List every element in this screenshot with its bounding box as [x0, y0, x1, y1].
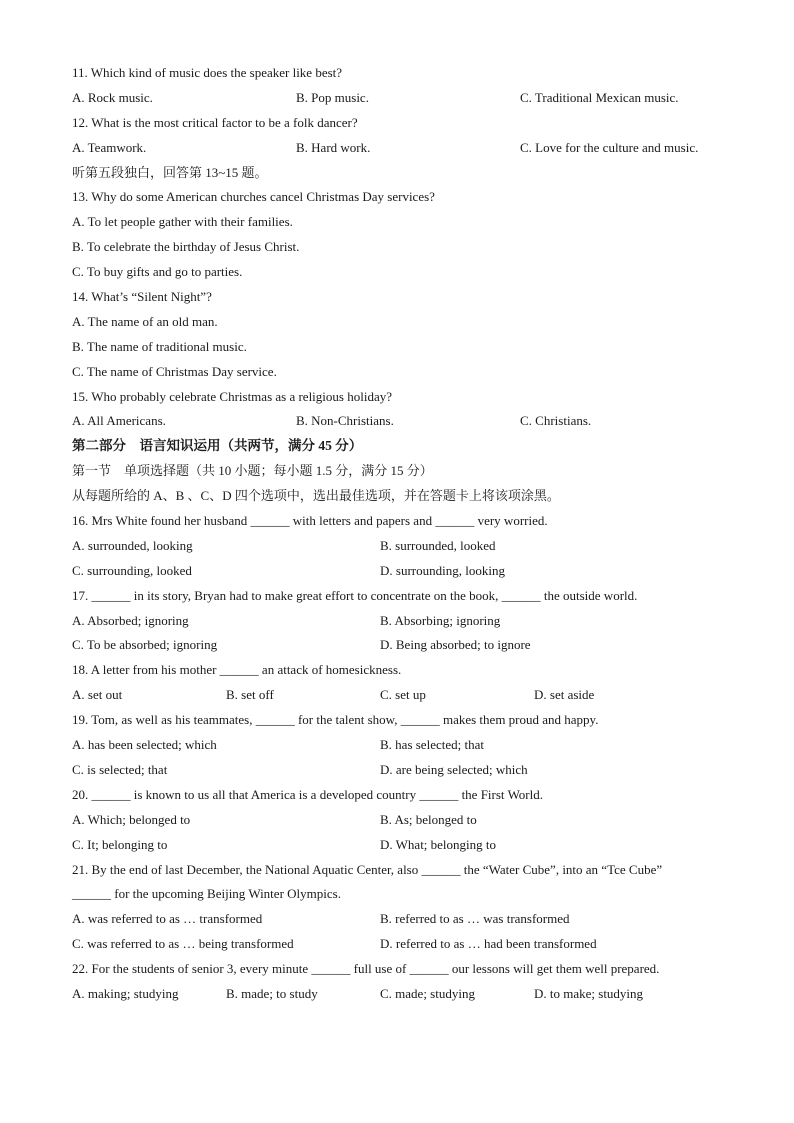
q12-option-b: B. Hard work. — [296, 139, 371, 155]
q18-option-d: D. set aside — [534, 687, 595, 703]
question-16-options-ab — [72, 534, 732, 559]
q14-option-b: B. The name of traditional music. — [72, 338, 247, 354]
q12-option-c: C. Love for the culture and music. — [520, 139, 699, 155]
q22-option-d: D. to make; studying — [534, 985, 644, 1001]
q11-option-a: A. Rock music. — [72, 89, 153, 105]
question-22-stem: 22. For the students of senior 3, every minute ______ full use of ______ our lessons will get them well prepared. — [72, 961, 660, 977]
q22-option-b: B. made; to study — [226, 985, 318, 1001]
q19-option-b: B. has selected; that — [380, 737, 484, 753]
q15-option-b: B. Non-Christians. — [296, 413, 394, 429]
exam-page — [72, 61, 732, 1007]
section-1-instruction: 从每题所给的 A、B 、C、D 四个选项中，选出最佳选项，并在答题卡上将该项涂黑。 — [72, 488, 560, 504]
q17-option-b: B. Absorbing; ignoring — [380, 612, 501, 628]
q22-option-c: C. made; studying — [380, 985, 475, 1001]
q16-option-d: D. surrounding, looking — [380, 562, 505, 578]
question-19-stem: 19. Tom, as well as his teammates, ______ for the talent show, ______ makes them proud and happy. — [72, 712, 599, 728]
question-19-options-ab — [72, 733, 732, 758]
q19-option-c: C. is selected; that — [72, 761, 168, 777]
question-15-stem: 15. Who probably celebrate Christmas as a religious holiday? — [72, 388, 392, 404]
q14-option-c: C. The name of Christmas Day service. — [72, 363, 277, 379]
question-12-stem: 12. What is the most critical factor to be a folk dancer? — [72, 114, 358, 130]
q15-option-a: A. All Americans. — [72, 413, 166, 429]
question-18-stem: 18. A letter from his mother ______ an attack of homesickness. — [72, 662, 402, 678]
question-18-options — [72, 683, 732, 708]
q12-option-a: A. Teamwork. — [72, 139, 147, 155]
q13-option-a: A. To let people gather with their families. — [72, 214, 293, 230]
q20-option-b: B. As; belonged to — [380, 811, 477, 827]
q16-option-a: A. surrounded, looking — [72, 537, 193, 553]
q14-option-a: A. The name of an old man. — [72, 313, 218, 329]
section-1-title: 第一节 单项选择题（共 10 小题；每小题 1.5 分，满分 15 分） — [72, 463, 433, 479]
q13-option-c: C. To buy gifts and go to parties. — [72, 264, 243, 280]
q11-option-c: C. Traditional Mexican music. — [520, 89, 679, 105]
q21-option-c: C. was referred to as … being transformed — [72, 936, 294, 952]
q18-option-b: B. set off — [226, 687, 274, 703]
q17-option-d: D. Being absorbed; to ignore — [380, 637, 531, 653]
question-17-options-cd — [72, 633, 732, 658]
question-14-stem: 14. What’s “Silent Night”? — [72, 289, 212, 305]
question-11-options — [72, 86, 732, 111]
q19-option-d: D. are being selected; which — [380, 761, 528, 777]
q22-option-a: A. making; studying — [72, 985, 179, 1001]
q21-option-b: B. referred to as … was transformed — [380, 911, 570, 927]
q17-option-c: C. To be absorbed; ignoring — [72, 637, 218, 653]
question-21-stem: 21. By the end of last December, the National Aquatic Center, also ______ the “Water Cube”, into an “Tce Cube” — [72, 861, 663, 877]
question-20-options-ab — [72, 808, 732, 833]
question-19-options-cd — [72, 758, 732, 783]
q15-option-c: C. Christians. — [520, 413, 592, 429]
q21-option-a: A. was referred to as … transformed — [72, 911, 263, 927]
q21-option-d: D. referred to as … had been transformed — [380, 936, 597, 952]
part-2-title: 第二部分 语言知识运用（共两节，满分 45 分） — [72, 438, 363, 454]
question-21-stem-continued: ______ for the upcoming Beijing Winter Olympics. — [72, 886, 341, 902]
q20-option-d: D. What; belonging to — [380, 836, 497, 852]
question-20-options-cd — [72, 833, 732, 858]
listening-passage-5-instruction: 听第五段独白，回答第 13~15 题。 — [72, 164, 268, 180]
q17-option-a: A. Absorbed; ignoring — [72, 612, 189, 628]
question-11-stem: 11. Which kind of music does the speaker like best? — [72, 65, 343, 80]
question-16-stem: 16. Mrs White found her husband ______ with letters and papers and ______ very worried. — [72, 513, 548, 529]
question-22-options — [72, 982, 732, 1007]
question-12-options — [72, 136, 732, 161]
question-17-options-ab — [72, 609, 732, 634]
q19-option-a: A. has been selected; which — [72, 737, 217, 753]
question-16-options-cd — [72, 559, 732, 584]
question-13-stem: 13. Why do some American churches cancel Christmas Day services? — [72, 189, 435, 205]
q18-option-a: A. set out — [72, 687, 123, 703]
question-17-stem: 17. ______ in its story, Bryan had to make great effort to concentrate on the book, ______ the outside world. — [72, 587, 638, 603]
question-21-options-cd — [72, 932, 732, 957]
q11-option-b: B. Pop music. — [296, 89, 369, 105]
q20-option-a: A. Which; belonged to — [72, 811, 191, 827]
question-20-stem: 20. ______ is known to us all that America is a developed country ______ the First World. — [72, 786, 543, 802]
q16-option-b: B. surrounded, looked — [380, 537, 496, 553]
q16-option-c: C. surrounding, looked — [72, 562, 192, 578]
q18-option-c: C. set up — [380, 687, 426, 703]
question-21-options-ab — [72, 907, 732, 932]
q13-option-b: B. To celebrate the birthday of Jesus Christ. — [72, 239, 300, 255]
q20-option-c: C. It; belonging to — [72, 836, 168, 852]
question-15-options — [72, 409, 732, 434]
